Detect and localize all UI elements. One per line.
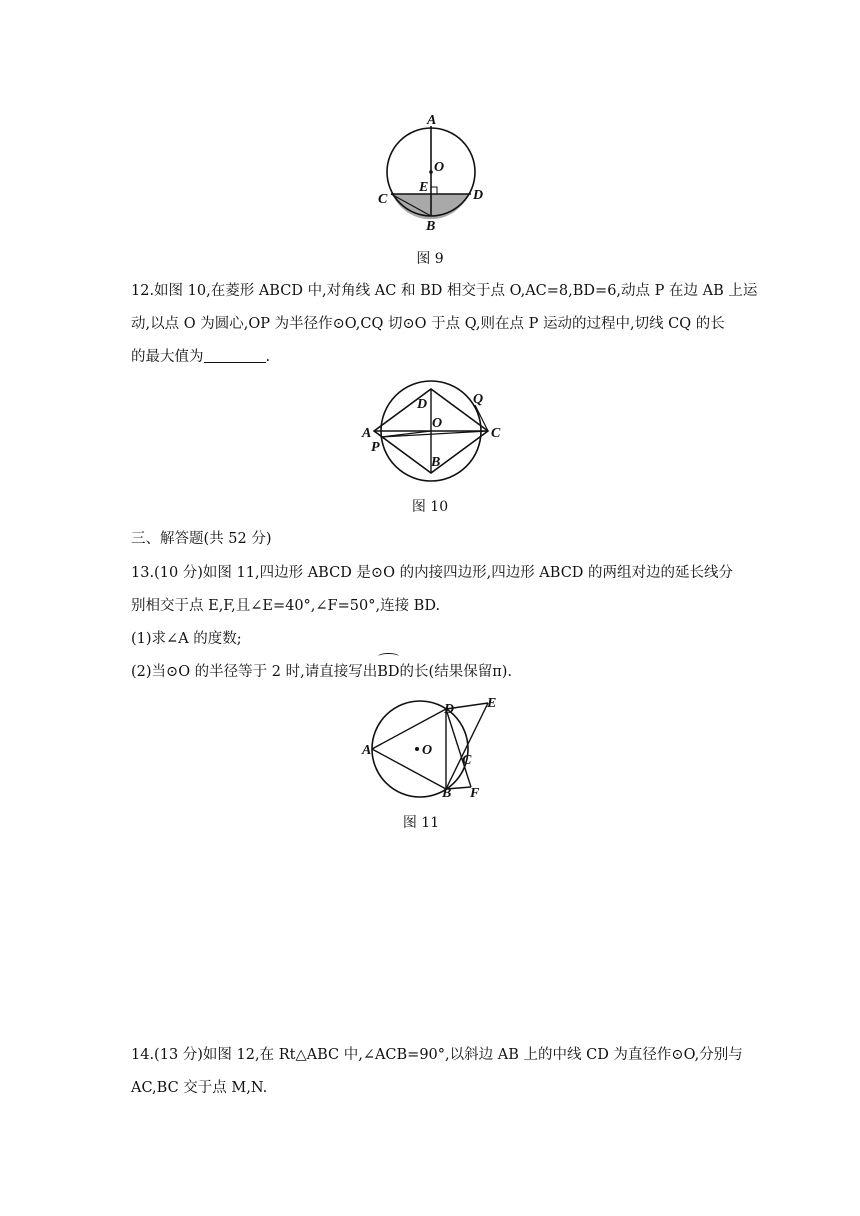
figure-11-caption: 图 11 — [402, 815, 440, 831]
label-b: B — [442, 786, 452, 801]
label-o: O — [422, 743, 433, 758]
section-3-title-text: 三、解答题(共 52 分) — [131, 531, 272, 547]
question-13-part-1: (1)求∠A 的度数; — [131, 631, 242, 647]
figure-10 — [358, 380, 508, 490]
center-point-o — [429, 170, 433, 174]
question-12-line-3 — [131, 341, 731, 374]
figure-9-caption: 图 9 — [416, 251, 444, 267]
arc-bd: BD — [377, 656, 399, 689]
label-a: A — [362, 426, 372, 441]
center-point-o — [415, 747, 419, 751]
label-p: P — [371, 440, 380, 455]
label-b: B — [426, 219, 436, 234]
section-3-title — [131, 523, 731, 556]
label-o: O — [434, 160, 445, 175]
label-c: C — [491, 426, 501, 441]
label-a: A — [362, 743, 372, 758]
question-12-line-1: 12.如图 10,在菱形 ABCD 中,对角线 AC 和 BD 相交于点 O,AC=8,BD=6,动点 P 在边 AB 上运 — [131, 283, 758, 299]
label-e: E — [487, 696, 497, 711]
right-angle-mark — [431, 187, 437, 194]
label-a: A — [427, 113, 437, 128]
answer-blank — [204, 346, 266, 363]
label-q: Q — [473, 392, 484, 407]
question-12-prefix: 的最大值为 — [131, 349, 204, 365]
label-d: D — [417, 397, 428, 412]
label-c: C — [378, 192, 388, 207]
label-d: D — [473, 188, 484, 203]
question-13-line-2: 别相交于点 E,F,且∠E=40°,∠F=50°,连接 BD. — [131, 598, 441, 614]
label-b: B — [431, 455, 441, 470]
question-12-suffix: . — [265, 349, 271, 365]
question-12-line-2: 动,以点 O 为圆心,OP 为半径作⊙O,CQ 切⊙O 于点 Q,则在点 P 运动的过程中,切线 CQ 的长 — [131, 316, 725, 332]
question-13-part-2-suffix: 的长(结果保留π). — [399, 664, 512, 680]
side-ad — [372, 709, 446, 749]
side-ab — [372, 749, 446, 789]
label-o: O — [432, 416, 443, 431]
question-14-line-2: AC,BC 交于点 M,N. — [131, 1080, 268, 1096]
question-13-part-2-prefix: (2)当⊙O 的半径等于 2 时,请直接写出 — [131, 664, 378, 680]
label-d: D — [444, 702, 455, 717]
figure-10-caption: 图 10 — [411, 499, 449, 515]
figure-11 — [360, 692, 505, 802]
segment-pc — [381, 431, 488, 437]
label-e: E — [419, 180, 429, 195]
question-12 — [131, 275, 758, 374]
label-c: C — [462, 753, 472, 768]
question-14 — [131, 1039, 743, 1105]
figure-9 — [370, 108, 490, 238]
label-f: F — [470, 786, 480, 801]
question-13-line-1: 13.(10 分)如图 11,四边形 ABCD 是⊙O 的内接四边形,四边形 ABCD 的两组对边的延长线分 — [131, 565, 734, 581]
question-14-line-1: 14.(13 分)如图 12,在 Rt△ABC 中,∠ACB=90°,以斜边 AB 上的中线 CD 为直径作⊙O,分别与 — [131, 1047, 743, 1063]
question-13 — [131, 557, 734, 689]
question-13-part-2 — [131, 656, 731, 689]
